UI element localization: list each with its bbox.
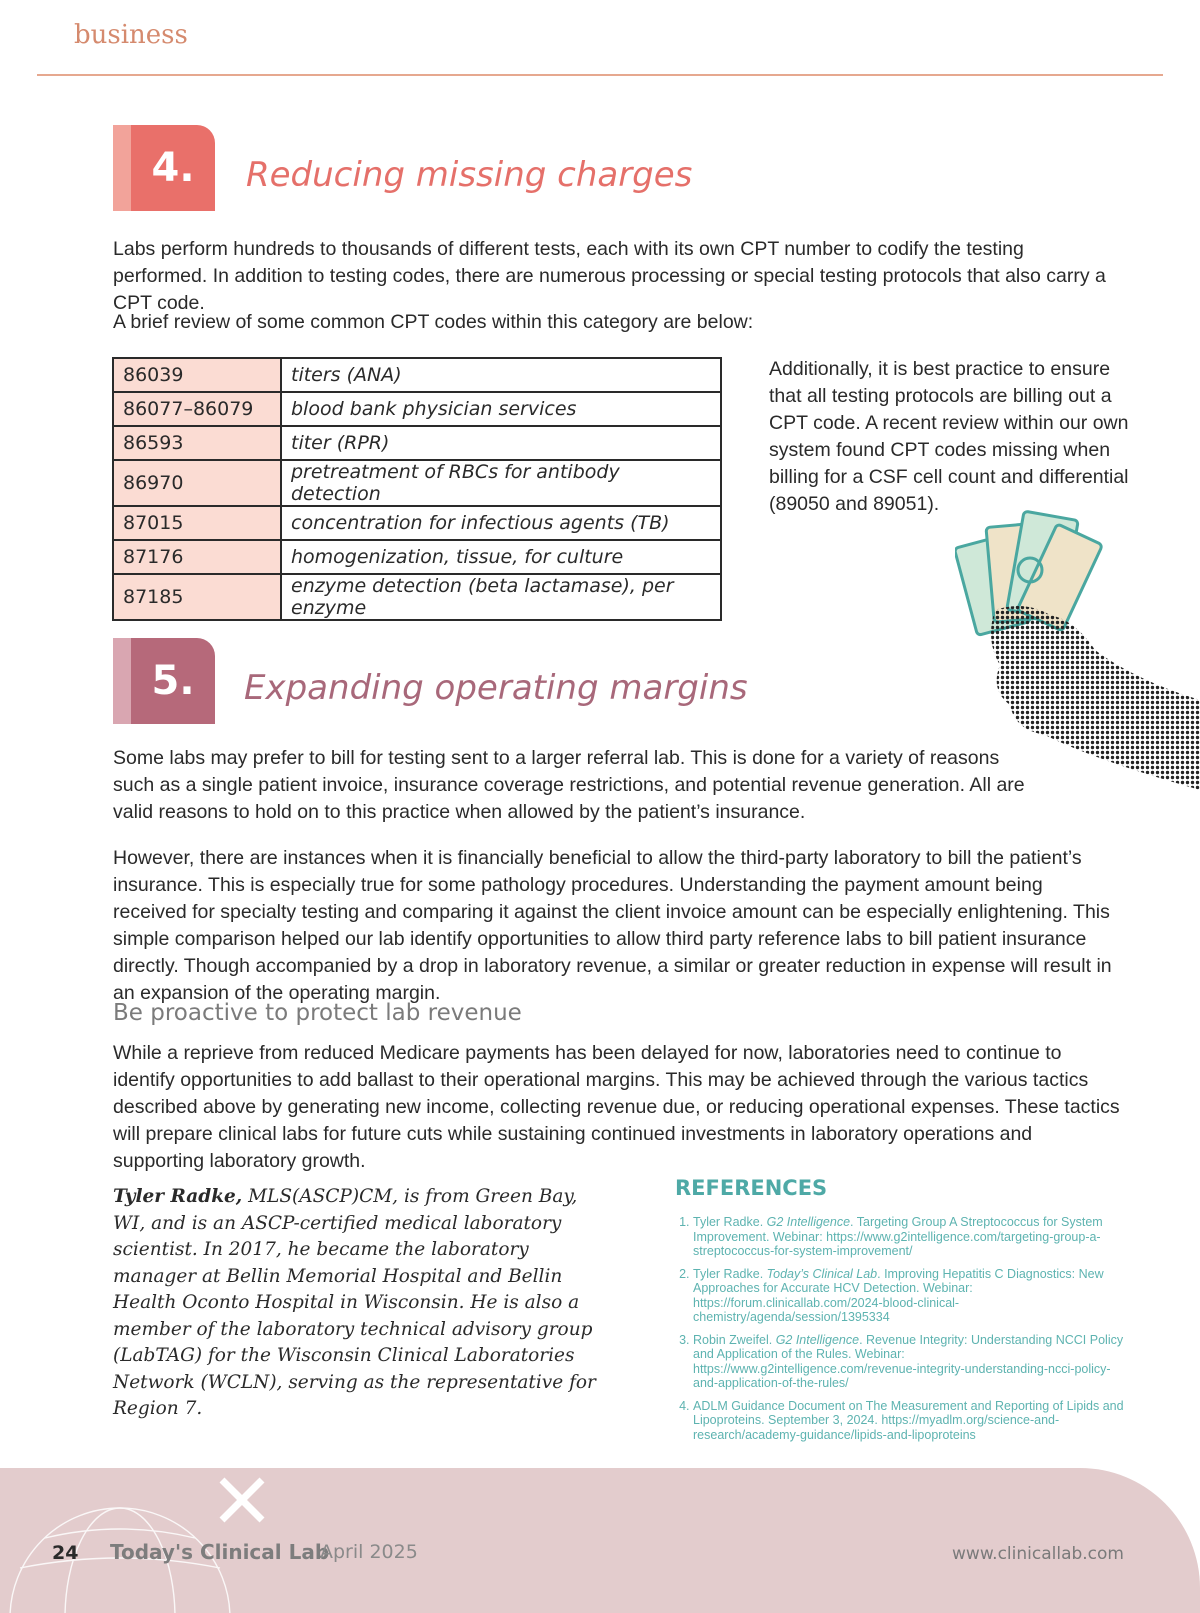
cpt-code: 86970	[113, 460, 281, 506]
references-title: REFERENCES	[675, 1176, 828, 1200]
references-list	[675, 1215, 1125, 1450]
cpt-code: 87015	[113, 506, 281, 540]
conclusion-heading: Be proactive to protect lab revenue	[113, 1000, 522, 1026]
reference-item	[693, 1333, 1125, 1391]
cpt-description: titers (ANA)	[281, 358, 721, 392]
reference-item	[693, 1267, 1125, 1325]
cpt-description: concentration for infectious agents (TB)	[281, 506, 721, 540]
cpt-row	[113, 574, 721, 620]
cpt-row	[113, 460, 721, 506]
reference-ital: Today’s Clinical Lab	[766, 1266, 878, 1281]
cpt-code: 86593	[113, 426, 281, 460]
cpt-code: 86039	[113, 358, 281, 392]
cpt-row	[113, 358, 721, 392]
section-4-title: Reducing missing charges	[246, 155, 693, 195]
section-5-number: 5.	[151, 658, 195, 704]
cpt-description: pretreatment of RBCs for antibody detection	[281, 460, 721, 506]
reference-ital: G2 Intelligence	[775, 1332, 860, 1347]
reference-post: . Improving Hepatitis C Diagnostics: New Approaches for Accurate HCV Detection. Webinar: https://forum.clinicallab.com/2024-blood-clinical-chemistry/agenda/session/1395334	[693, 1266, 1104, 1324]
reference-post: . Revenue Integrity: Understanding NCCI Policy and Application of the Rules. Webinar: https://www.g2intelligence.com/revenue-integrity-understanding-ncci-policy-and-application-of-the-rules/	[693, 1332, 1124, 1390]
x-mark-icon	[222, 1480, 262, 1520]
section-5-para-1: Some labs may prefer to bill for testing sent to a larger referral lab. This is done for a variety of reasons such as a single patient invoice, insurance coverage restrictions, and potential revenue generation. All are valid reasons to hold on to this practice when allowed by the patient’s insurance.	[113, 747, 1025, 823]
cpt-code: 87185	[113, 574, 281, 620]
reference-item	[693, 1399, 1125, 1443]
section-5-number-block	[113, 638, 215, 724]
cpt-row	[113, 392, 721, 426]
magazine-name: Today's Clinical Lab	[110, 1540, 330, 1564]
reference-post: ADLM Guidance Document on The Measurement and Reporting of Lipids and Lipoproteins. September 3, 2024. https://myadlm.org/science-and-research/academy-guidance/lipids-and-lipoproteins	[693, 1398, 1124, 1442]
cpt-description: titer (RPR)	[281, 426, 721, 460]
section-5-title: Expanding operating margins	[244, 668, 748, 708]
cpt-row	[113, 540, 721, 574]
section-5-para-2: However, there are instances when it is financially beneficial to allow the third-party laboratory to bill the patient’s insurance. This is especially true for some pathology procedures. Understanding the payment amount being received for specialty testing and comparing it against the client invoice amount can be especially enlightening. This simple comparison helped our lab identify opportunities to allow third party reference labs to bill patient insurance directly. Though accompanied by a drop in laboratory revenue, a similar or greater reduction in expense will result in an expansion of the operating margin.	[113, 847, 1112, 1004]
reference-pre: Tyler Radke.	[693, 1215, 767, 1229]
section-tag: business	[74, 20, 188, 50]
reference-pre: Robin Zweifel.	[693, 1332, 776, 1347]
author-name: Tyler Radke,	[113, 1186, 243, 1207]
conclusion-body: While a reprieve from reduced Medicare payments has been delayed for now, laboratories need to continue to identify opportunities to add ballast to their operational margins. This may be achieved through the various tactics described above by generating new income, collecting revenue due, or reducing operational expenses. These tactics will prepare clinical labs for future cuts while sustaining continued investments in laboratory operations and supporting laboratory growth.	[113, 1042, 1120, 1172]
top-rule	[37, 74, 1163, 76]
cpt-code: 86077–86079	[113, 392, 281, 426]
section-4-number: 4.	[151, 145, 195, 191]
cpt-table	[112, 357, 722, 621]
page-number: 24	[52, 1542, 79, 1564]
reference-post: . Targeting Group A Streptococcus for System Improvement. Webinar: https://www.g2intelligence.com/targeting-group-a-streptococcus-for-system-improvement/	[693, 1215, 1103, 1258]
author-bio	[113, 1184, 603, 1423]
side-note: Additionally, it is best practice to ensure that all testing protocols are billing out a CPT code. A recent review within our own system found CPT codes missing when billing for a CSF cell count and differential (89050 and 89051).	[769, 358, 1129, 515]
author-bio-text: MLS(ASCP)CM, is from Green Bay, WI, and is an ASCP-certified medical laboratory scientist. In 2017, he became the laboratory manager at Bellin Memorial Hospital and Bellin Health Oconto Hospital in Wisconsin. He is also a member of the laboratory technical advisory group (LabTAG) for the Wisconsin Clinical Laboratories Network (WCLN), serving as the representative for Region 7.	[113, 1186, 596, 1419]
cpt-row	[113, 426, 721, 460]
reference-ital: G2 Intelligence	[766, 1215, 851, 1229]
reference-item	[693, 1215, 1125, 1259]
section-4-lead: A brief review of some common CPT codes within this category are below:	[113, 311, 754, 333]
section-4-intro: Labs perform hundreds to thousands of different tests, each with its own CPT number to codify the testing performed. In addition to testing codes, there are numerous processing or special testing protocols that also carry a CPT code.	[113, 238, 1106, 314]
cpt-description: blood bank physician services	[281, 392, 721, 426]
cpt-row	[113, 506, 721, 540]
issue-date: April 2025	[320, 1541, 418, 1563]
website-link[interactable]: www.clinicallab.com	[952, 1544, 1124, 1564]
cpt-description: enzyme detection (beta lactamase), per enzyme	[281, 574, 721, 620]
section-4-number-block	[113, 125, 215, 211]
cpt-description: homogenization, tissue, for culture	[281, 540, 721, 574]
reference-pre: Tyler Radke.	[693, 1266, 767, 1281]
cpt-code: 87176	[113, 540, 281, 574]
